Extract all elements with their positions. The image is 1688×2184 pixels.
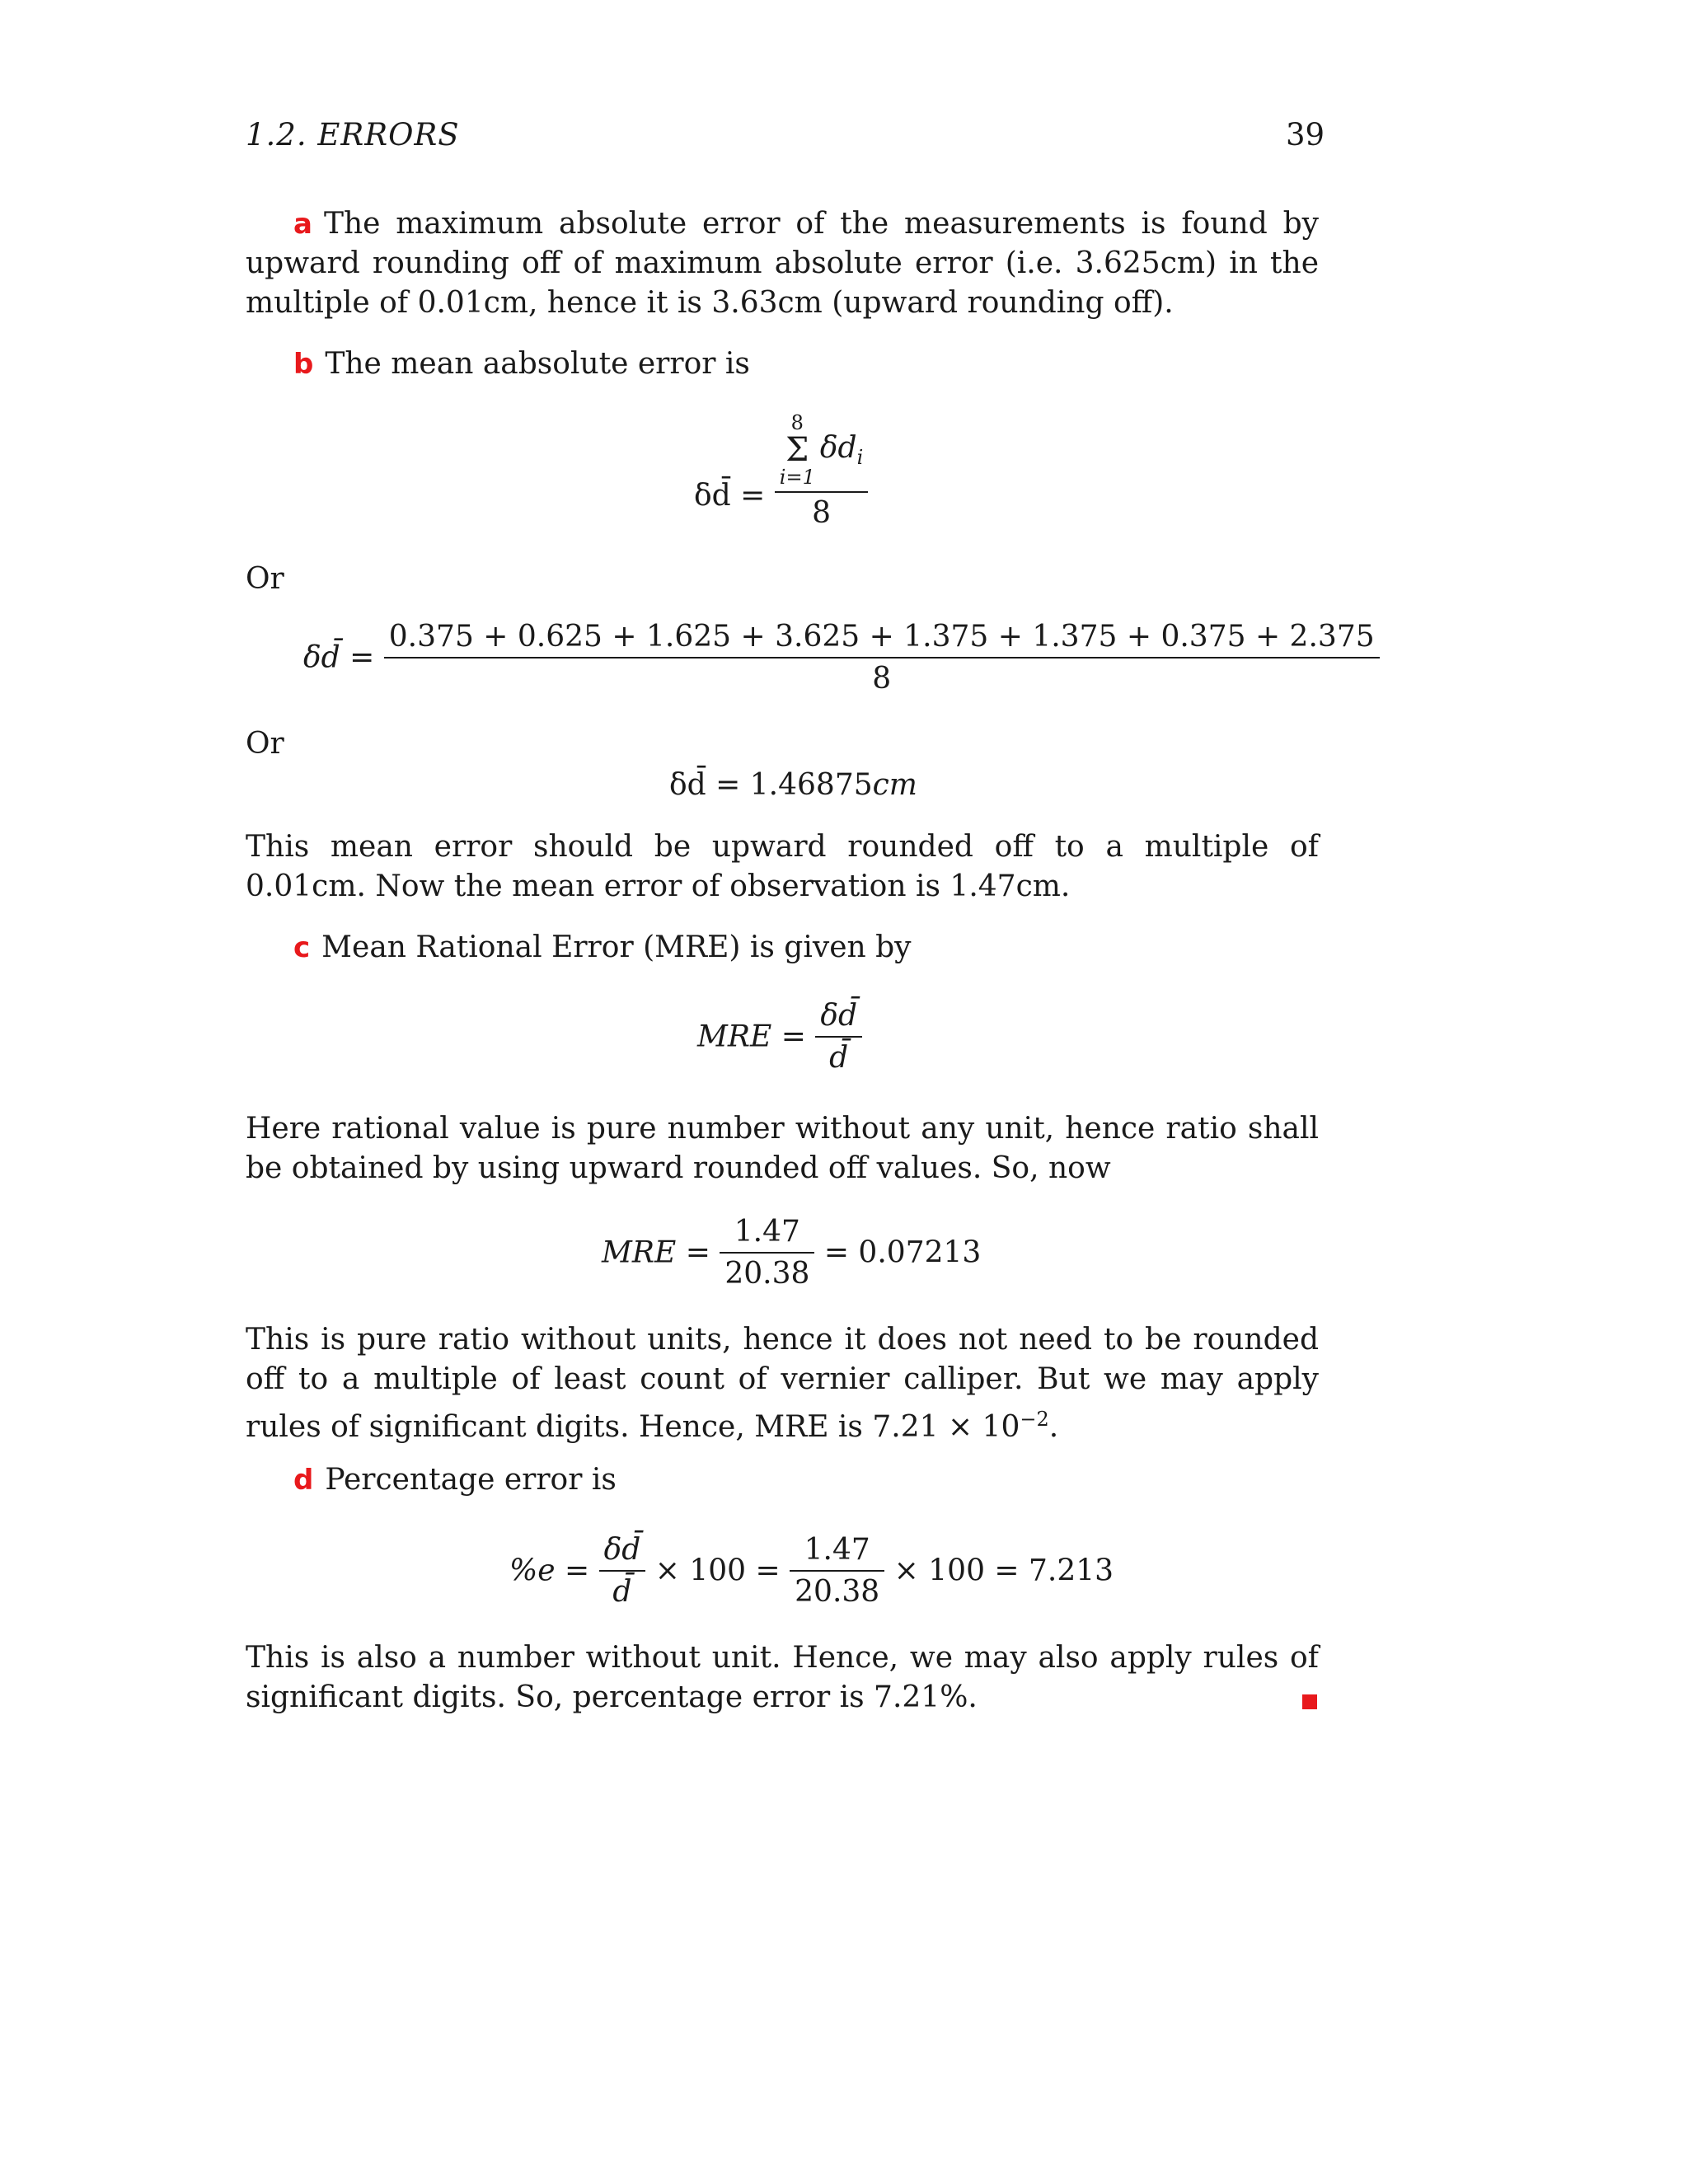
item-c-text: Mean Rational Error (MRE) is given by: [321, 930, 912, 964]
equation-mre-value: [602, 1215, 981, 1291]
running-header: 1.2. ERRORS: [246, 117, 460, 152]
eq6-fraction-2: [790, 1533, 884, 1609]
eq4-numerator: δd̄: [820, 999, 858, 1033]
eq6-lhs: %e =: [509, 1554, 590, 1588]
eq5-numerator: 1.47: [734, 1215, 800, 1249]
item-a-paragraph: [246, 204, 1319, 323]
eq6-frac1-denominator: d̄: [599, 1570, 646, 1609]
item-b-text: The mean aabsolute error is: [325, 347, 750, 381]
item-a-text: The maximum absolute error of the measurements is found by upward rounding off of maximum absolute error (i.e. 3.625cm) in the multiple of 0.01cm, hence it is 3.63cm (upward rounding off).: [246, 207, 1319, 320]
eq2-denominator: 8: [384, 657, 1380, 696]
equation-mean-sum: [694, 412, 868, 530]
item-d-paragraph: [246, 1460, 1319, 1500]
eq6-fraction-1: [599, 1533, 646, 1609]
eq4-denominator: d̄: [815, 1036, 862, 1075]
exponent: −2: [1020, 1408, 1049, 1431]
item-c-label: c: [293, 931, 311, 964]
eq2-fraction: [384, 620, 1380, 696]
sum-lower-limit: i=1: [779, 466, 815, 489]
item-b-label: b: [293, 348, 314, 381]
equation-percentage-error: [509, 1533, 1114, 1609]
paragraph-pure-ratio-end: .: [1048, 1410, 1059, 1444]
summation-symbol: 8 Σ i=1: [779, 411, 815, 489]
eq3-unit: cm: [872, 768, 917, 802]
equation-mean-values: [303, 620, 1380, 696]
eq1-denominator: 8: [775, 491, 868, 530]
eq6-frac1-numerator: δd̄: [603, 1533, 641, 1567]
paragraph-rational-value: Here rational value is pure number without any unit, hence ratio shall be obtained by using upward rounded off values. So, now: [246, 1112, 1319, 1185]
page-number: 39: [1286, 117, 1325, 152]
paragraph-pure-ratio: [246, 1320, 1319, 1447]
eq5-denominator: 20.38: [720, 1252, 814, 1291]
item-b-paragraph: [246, 344, 1319, 384]
eq6-frac2-denominator: 20.38: [790, 1570, 884, 1609]
item-d-text: Percentage error is: [325, 1463, 617, 1497]
end-of-proof-square: [1302, 1694, 1317, 1709]
equation-mean-result: [669, 768, 917, 802]
eq5-lhs: MRE =: [602, 1235, 710, 1270]
item-a-label: a: [293, 208, 312, 241]
item-c-paragraph: [246, 928, 1319, 968]
eq5-fraction: [720, 1215, 814, 1291]
eq6-rhs: × 100 = 7.213: [893, 1554, 1114, 1588]
eq6-mid: × 100 =: [654, 1554, 781, 1588]
eq4-fraction: [815, 999, 862, 1075]
eq3-lhs: δd̄ = 1.46875: [669, 768, 873, 802]
eq2-lhs: δd̄ =: [303, 640, 375, 675]
eq1-lhs: δd̄ =: [694, 479, 766, 513]
or-text-1: Or: [246, 562, 284, 596]
sum-term: $\delta d_i$: [819, 430, 864, 470]
eq5-rhs: = 0.07213: [823, 1235, 982, 1270]
equation-mre-definition: [697, 999, 862, 1075]
paragraph-pure-ratio-text: This is pure ratio without units, hence it does not need to be rounded off to a multiple of least count of vernier calliper. But we may apply rules of significant digits. Hence, MRE is 7.21 × 10: [246, 1323, 1319, 1444]
eq1-fraction: [775, 412, 868, 530]
eq2-numerator: 0.375 + 0.625 + 1.625 + 3.625 + 1.375 + 1.375 + 0.375 + 2.375: [388, 620, 1375, 654]
paragraph-percentage-conclusion: This is also a number without unit. Hence, we may also apply rules of significant digits. So, percentage error is 7.21%.: [246, 1641, 1319, 1714]
eq4-lhs: MRE =: [697, 1019, 806, 1054]
paragraph-mean-error: This mean error should be upward rounded off to a multiple of 0.01cm. Now the mean error of observation is 1.47cm.: [246, 830, 1319, 903]
or-text-2: Or: [246, 727, 284, 761]
eq6-frac2-numerator: 1.47: [804, 1533, 870, 1567]
sum-upper-limit: 8: [790, 411, 804, 434]
item-d-label: d: [293, 1464, 314, 1497]
